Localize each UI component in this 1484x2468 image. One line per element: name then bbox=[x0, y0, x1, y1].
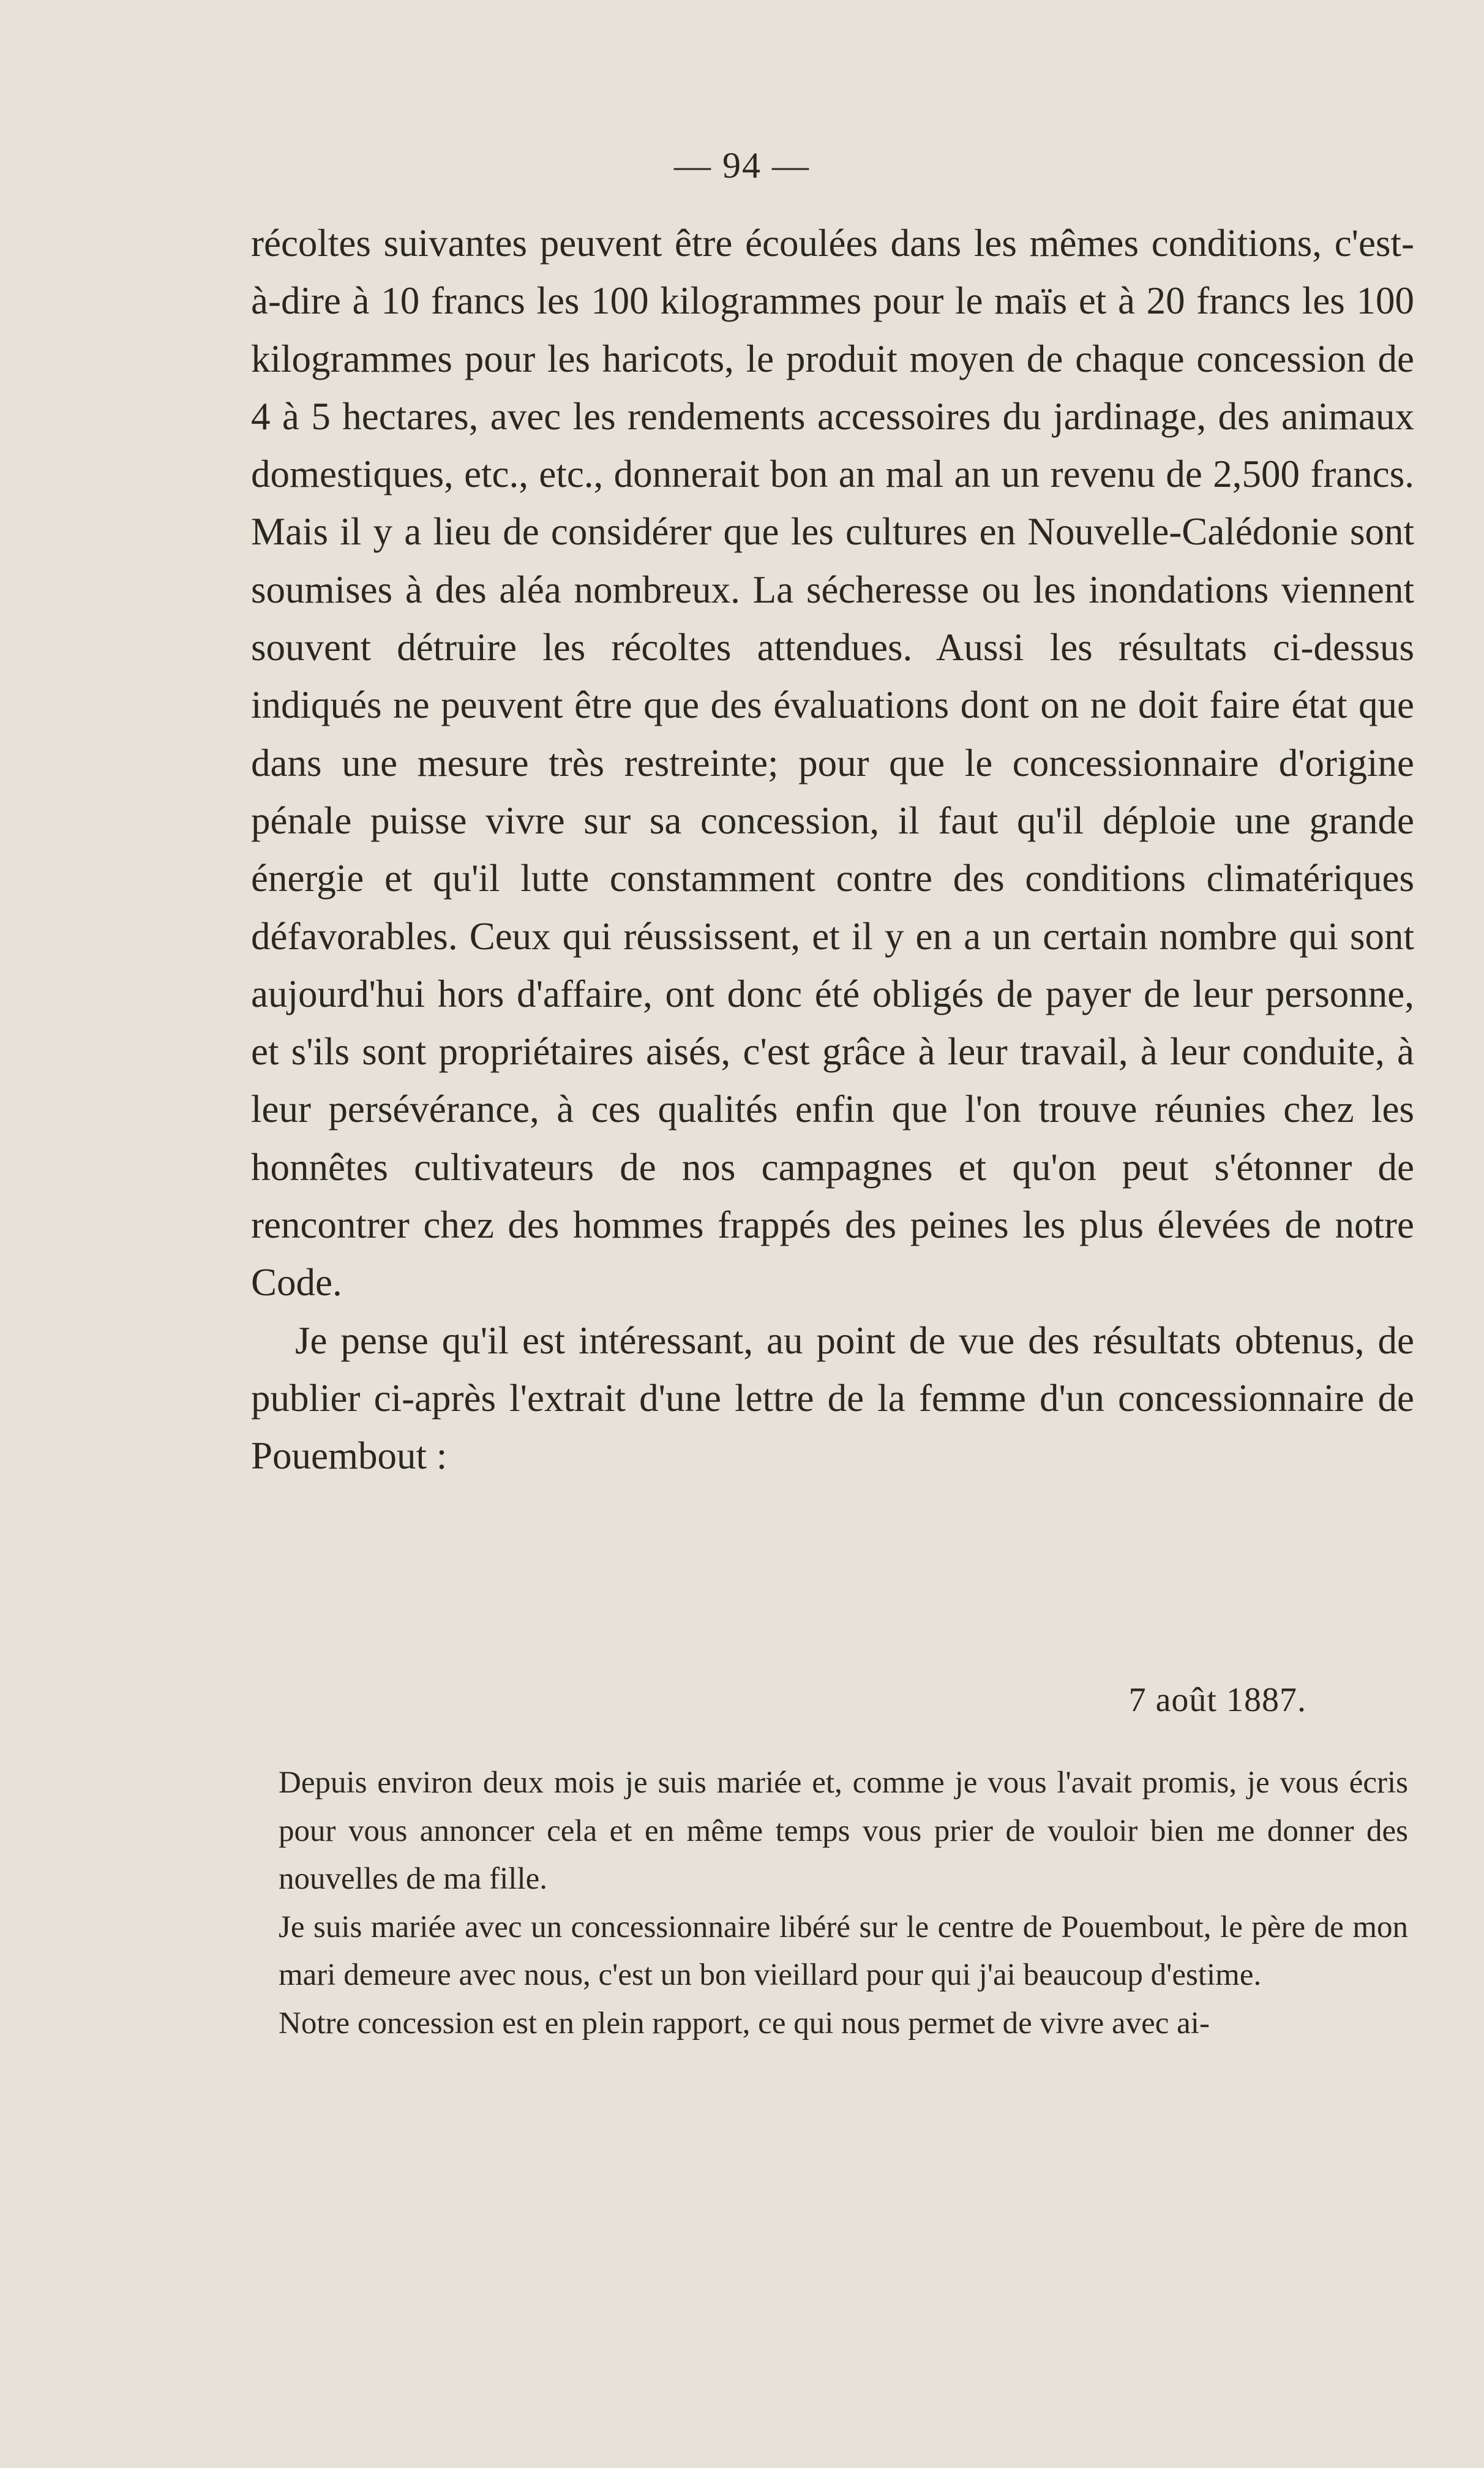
letter-date: 7 août 1887. bbox=[1128, 1681, 1306, 1719]
paragraph-1: récoltes suivantes peuvent être écoulées dans les mêmes conditions, c'est-à-dire à 10 francs les 100 kilogrammes pour le maïs et à 20 francs les 100 kilogrammes pour les haricots, le produit moyen de chaque concession de 4 à 5 hectares, avec les rendements accessoires du jardinage, des animaux domestiques, etc., etc., donnerait bon an mal an un revenu de 2,500 francs. Mais il y a lieu de considérer que les cultures en Nouvelle-Calédonie sont soumises à des aléa nombreux. La sécheresse ou les inondations viennent souvent détruire les récoltes attendues. Aussi les résultats ci-dessus indiqués ne peuvent être que des évaluations dont on ne doit faire état que dans une mesure très restreinte; pour que le concessionnaire d'origine pénale puisse vivre sur sa concession, il faut qu'il déploie une grande énergie et qu'il lutte constamment contre des conditions climatériques défavorables. Ceux qui réussissent, et il y en a un certain nombre qui sont aujourd'hui hors d'affaire, ont donc été obligés de payer de leur personne, et s'ils sont propriétaires aisés, c'est grâce à leur travail, à leur conduite, à leur persévérance, à ces qualités enfin que l'on trouve réunies chez les honnêtes cultivateurs de nos campagnes et qu'on peut s'étonner de rencontrer chez des hommes frappés des peines les plus élevées de notre Code. bbox=[251, 222, 1414, 1304]
letter-paragraph-3: Notre concession est en plein rapport, ce qui nous permet de vivre avec ai- bbox=[279, 2006, 1210, 2041]
letter-paragraph-2: Je suis mariée avec un concessionnaire libéré sur le centre de Pouembout, le père de mon mari demeure avec nous, c'est un bon vieillard pour qui j'ai beaucoup d'estime. bbox=[279, 1909, 1408, 1992]
letter-paragraph-1: Depuis environ deux mois je suis mariée et, comme je vous l'avait promis, je vous écris pour vous annoncer cela et en même temps vous prier de vouloir bien me donner des nouvelles de ma fille. bbox=[279, 1766, 1408, 1896]
paragraph-2: Je pense qu'il est intéressant, au point de vue des résultats obtenus, de publier ci-après l'extrait d'une lettre de la femme d'un concessionnaire de Pouembout : bbox=[251, 1319, 1414, 1478]
page-number-header: — 94 — bbox=[674, 145, 810, 186]
main-text bbox=[251, 214, 1414, 1485]
letter-excerpt bbox=[279, 1759, 1408, 2047]
